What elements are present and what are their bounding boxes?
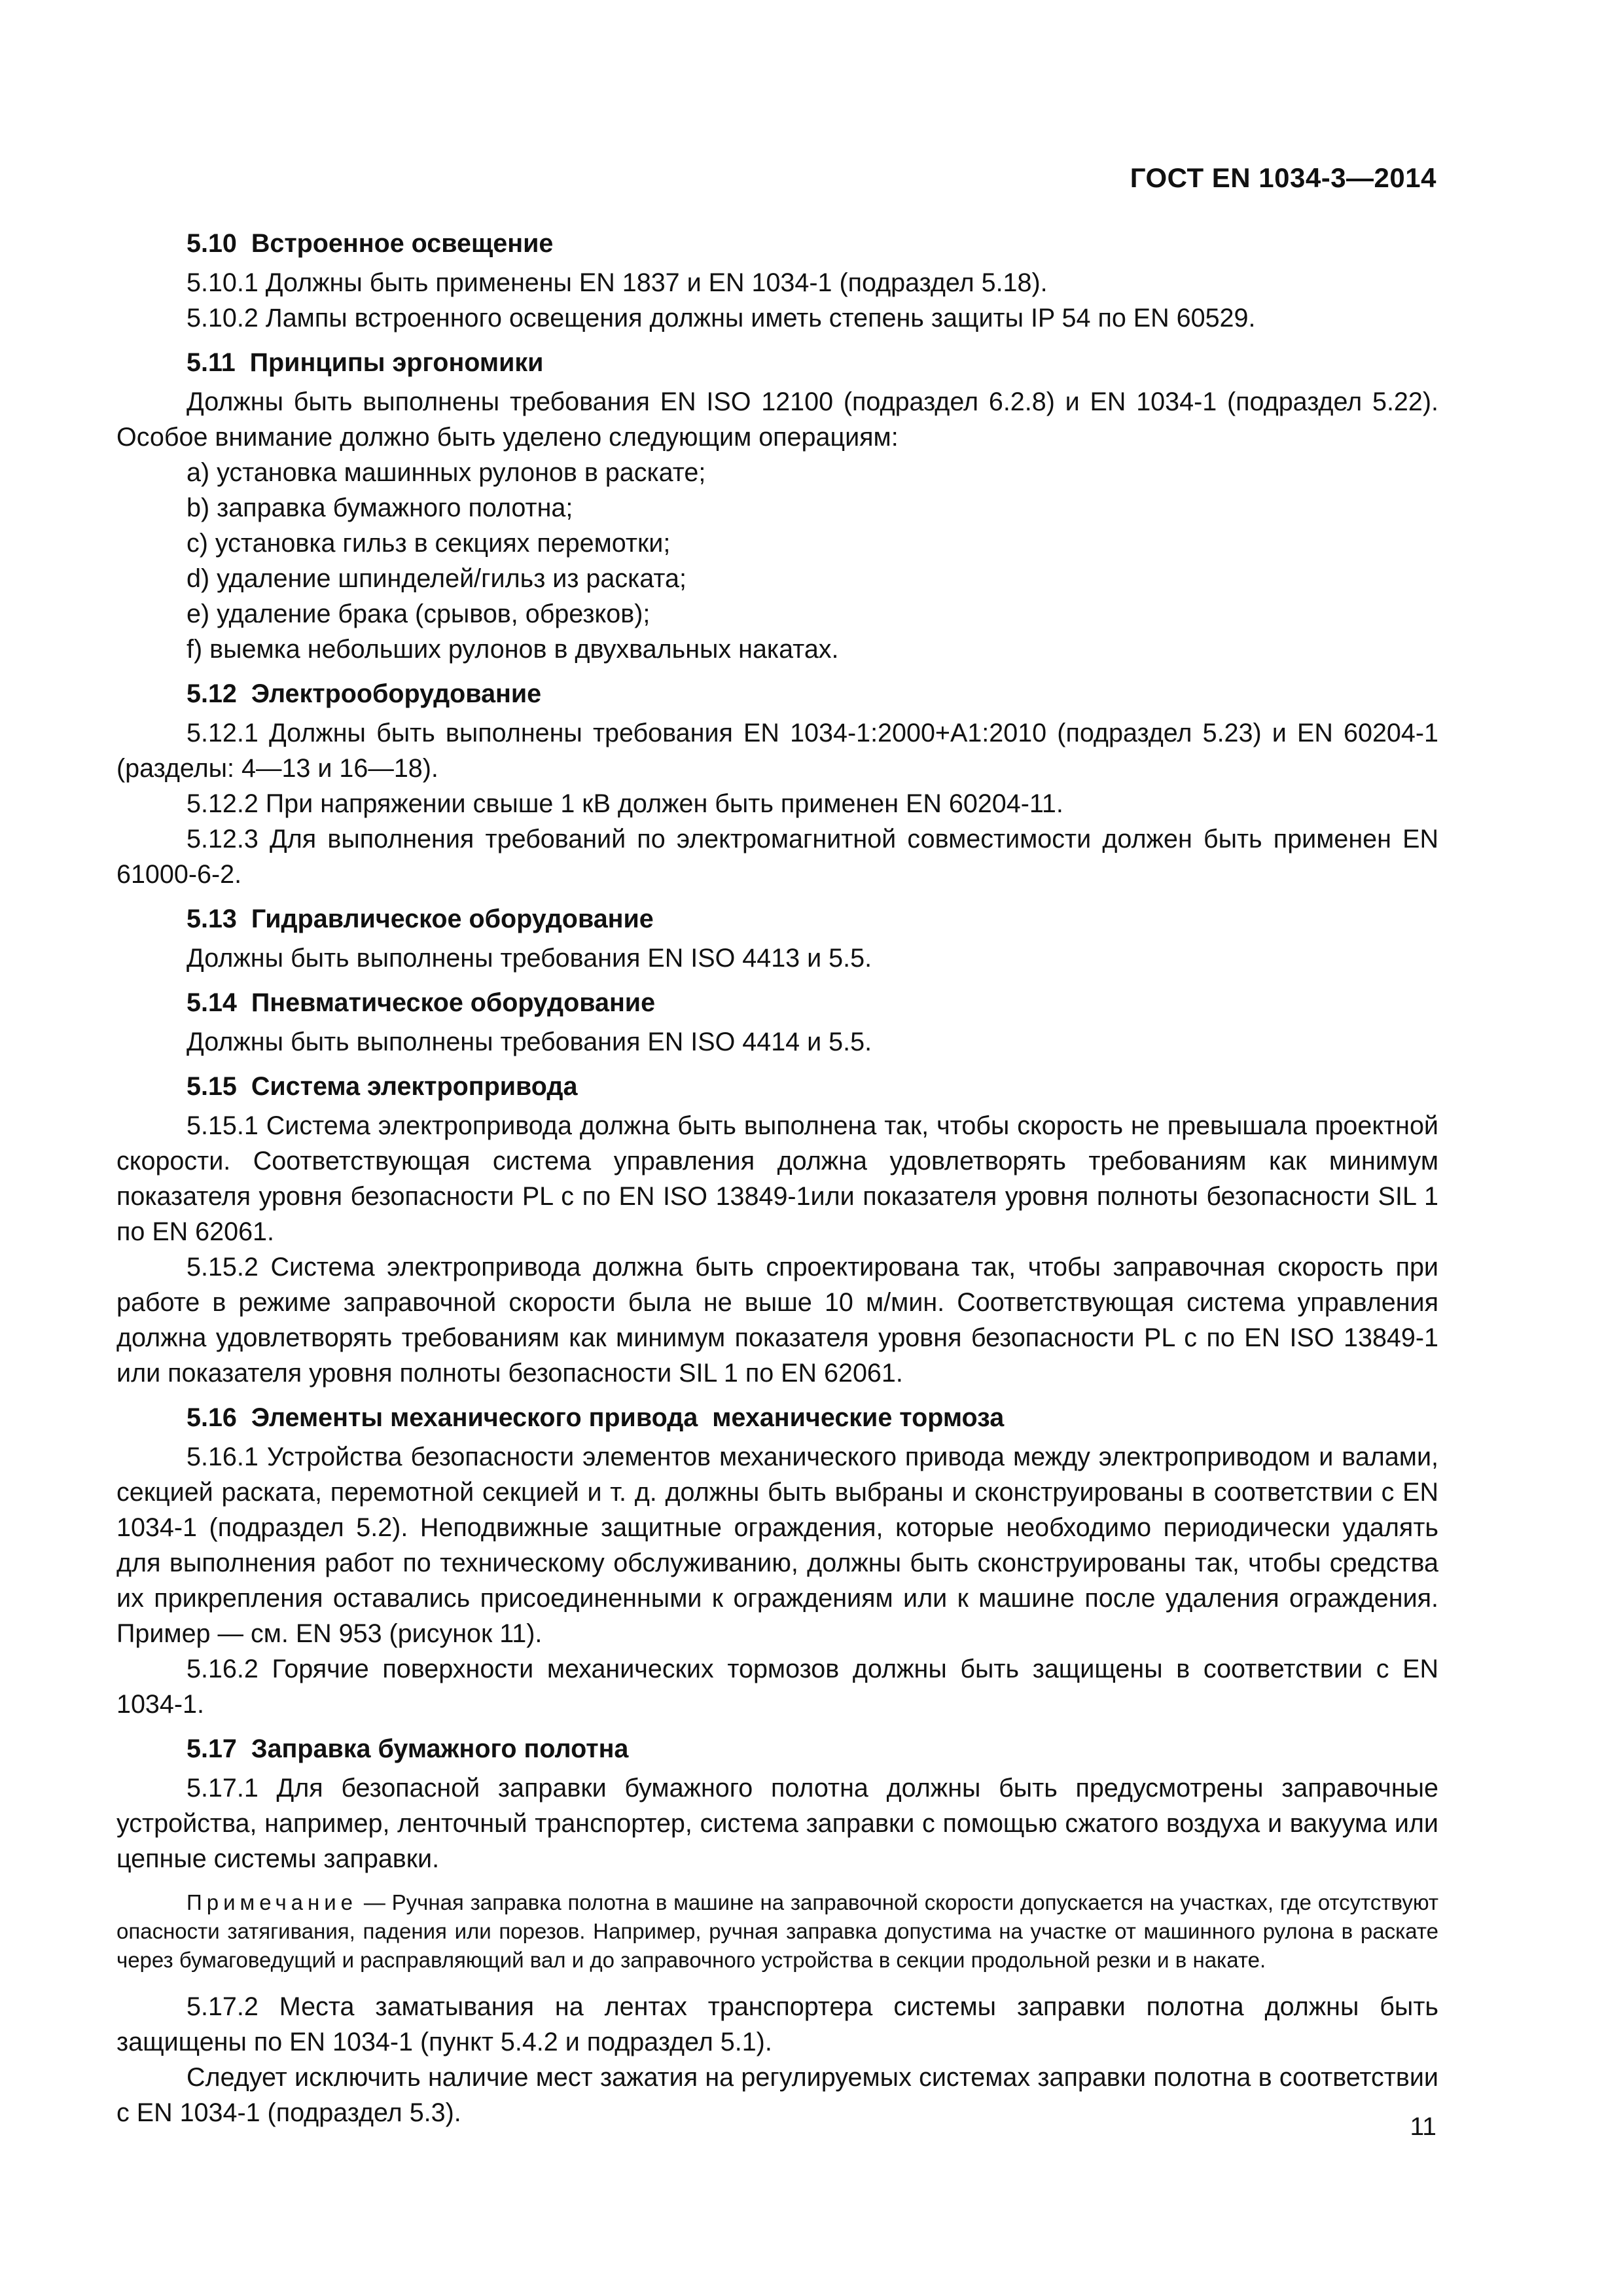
paragraph-5-14: Должны быть выполнены требования EN ISO 4414 и 5.5. bbox=[187, 1028, 872, 1056]
section-heading-5-12: 5.12 Электрооборудование bbox=[187, 679, 542, 708]
list-item: e) удаление брака (срывов, обрезков); bbox=[187, 600, 651, 628]
paragraph-5-15-1: 5.15.1 Система электропривода должна быть выполнена так, чтобы скорость не превышала проектной скорости. Соответствующая система управления должна удовлетворять требованиям как минимум показателя уровня безопасности PL c по EN ISO 13849-1или показателя уровня полноты безопасности SIL 1 по EN 62061. bbox=[116, 1111, 1438, 1246]
paragraph-5-10-1: 5.10.1 Должны быть применены EN 1837 и EN 1034-1 (подраздел 5.18). bbox=[187, 268, 1048, 297]
section-heading-5-11: 5.11 Принципы эргономики bbox=[187, 348, 544, 377]
paragraph-5-17-3: Следует исключить наличие мест зажатия на регулируемых системах заправки полотна в соответствии с EN 1034-1 (подраздел 5.3). bbox=[116, 2063, 1438, 2127]
list-item: d) удаление шпинделей/гильз из раската; bbox=[187, 564, 687, 593]
page-content bbox=[116, 226, 1438, 2130]
page-number: 11 bbox=[1410, 2113, 1436, 2141]
paragraph-5-17-1: 5.17.1 Для безопасной заправки бумажного полотна должны быть предусмотрены заправочные устройства, например, ленточный транспортер, система заправки с помощью сжатого воздуха и вакуума или цепные системы заправки. bbox=[116, 1774, 1438, 1873]
section-heading-5-15: 5.15 Система электропривода bbox=[187, 1072, 578, 1101]
list-item: c) установка гильз в секциях перемотки; bbox=[187, 529, 671, 558]
section-heading-5-16: 5.16 Элементы механического привода механические тормоза bbox=[187, 1403, 1005, 1432]
paragraph-5-10-2: 5.10.2 Лампы встроенного освещения должны иметь степень защиты IP 54 по EN 60529. bbox=[187, 304, 1256, 332]
list-item: f) выемка небольших рулонов в двухвальных накатах. bbox=[187, 635, 839, 664]
list-item: a) установка машинных рулонов в раскате; bbox=[187, 458, 706, 487]
paragraph-5-12-1: 5.12.1 Должны быть выполнены требования EN 1034-1:2000+A1:2010 (подраздел 5.23) и EN 60204-1 (разделы: 4—13 и 16—18). bbox=[116, 719, 1438, 783]
paragraph-5-12-2: 5.12.2 При напряжении свыше 1 кВ должен быть применен EN 60204-11. bbox=[187, 789, 1063, 818]
paragraph-5-13: Должны быть выполнены требования EN ISO 4413 и 5.5. bbox=[187, 944, 872, 973]
section-heading-5-14: 5.14 Пневматическое оборудование bbox=[187, 988, 656, 1017]
paragraph-5-11: Должны быть выполнены требования EN ISO 12100 (подраздел 6.2.8) и EN 1034-1 (подраздел 5.22). Особое внимание должно быть уделено следующим операциям: bbox=[116, 387, 1438, 452]
section-heading-5-10: 5.10 Встроенное освещение bbox=[187, 229, 554, 258]
note-label: Примечание bbox=[187, 1890, 358, 1914]
list-item: b) заправка бумажного полотна; bbox=[187, 493, 573, 522]
paragraph-5-16-2: 5.16.2 Горячие поверхности механических тормозов должны быть защищены в соответствии с EN 1034-1. bbox=[116, 1655, 1438, 1719]
note-text: — Ручная заправка полотна в машине на заправочной скорости допускается на участках, где отсутствуют опасности затягивания, падения или порезов. Например, ручная заправка допустима на участке от машинного рулона в раскате через бумаговедущий и расправляющий вал и до заправочного устройства в секции продольной резки и в накате. bbox=[116, 1890, 1438, 1972]
paragraph-5-17-2: 5.17.2 Места заматывания на лентах транспортера системы заправки полотна должны быть защищены по EN 1034-1 (пункт 5.4.2 и подраздел 5.1). bbox=[116, 1992, 1438, 2056]
standard-code: ГОСТ EN 1034-3—2014 bbox=[1130, 162, 1436, 193]
section-heading-5-13: 5.13 Гидравлическое оборудование bbox=[187, 905, 654, 933]
paragraph-5-16-1: 5.16.1 Устройства безопасности элементов механического привода между электроприводом и валами, секцией раската, перемотной секцией и т. д. должны быть выбраны и сконструированы в соответствии с EN 1034-1 (подраздел 5.2). Неподвижные защитные ограждения, которые необходимо периодически удалять для выполнения работ по техническому обслуживанию, должны быть сконструированы так, чтобы средства их прикрепления оставались присоединенными к ограждениям или к машине после удаления ограждения. Пример — см. EN 953 (рисунок 11). bbox=[116, 1443, 1438, 1648]
section-heading-5-17: 5.17 Заправка бумажного полотна bbox=[187, 1734, 629, 1763]
note bbox=[116, 1888, 1438, 1975]
paragraph-5-15-2: 5.15.2 Система электропривода должна быть спроектирована так, чтобы заправочная скорость при работе в режиме заправочной скорости была не выше 10 м/мин. Соответствующая система управления должна удовлетворять требованиям как минимум показателя уровня безопасности PL c по EN ISO 13849-1 или показателя уровня полноты безопасности SIL 1 по EN 62061. bbox=[116, 1253, 1438, 1388]
paragraph-5-12-3: 5.12.3 Для выполнения требований по электромагнитной совместимости должен быть применен EN 61000-6-2. bbox=[116, 825, 1438, 889]
